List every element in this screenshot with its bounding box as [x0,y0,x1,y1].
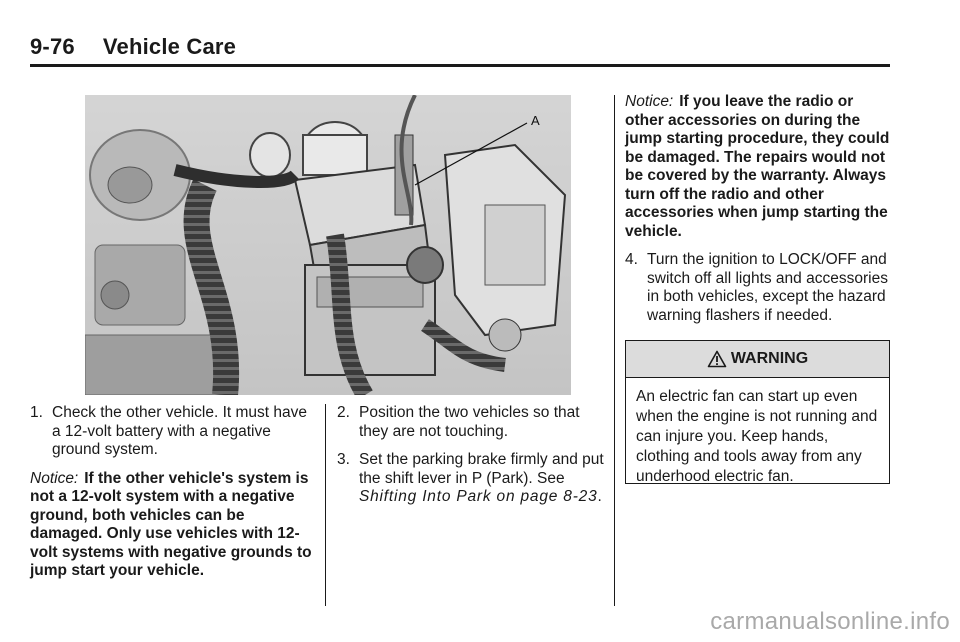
shifting-into-park-link[interactable]: Shifting Into Park on page 8-23 [359,488,598,505]
right-column [625,93,890,335]
watermark: carmanualsonline.info [710,608,950,635]
callout-label-a: A [531,113,540,128]
step-2-number: 2. [337,404,350,421]
warning-header [626,341,889,378]
notice-1 [30,470,315,581]
step-1-number: 1. [30,404,43,421]
notice-2 [625,93,890,241]
notice-1-text: If the other vehicle's system is not a 12-volt system with a negative ground, both vehicles can be damaged. Only use vehicles with 12-volt systems with negative grounds to jump start your vehicle. [30,469,312,579]
header-rule [30,64,890,67]
notice-1-label: Notice: [30,469,79,487]
step-4-text: Turn the ignition to LOCK/OFF and switch off all lights and accessories in both vehicles, except the hazard warning flashers if needed. [647,251,888,324]
middle-column [337,404,605,517]
column-divider-1 [325,404,326,606]
warning-text: An electric fan can start up even when the engine is not running and can injure you. Keep hands, clothing and tools away from any underhood electric fan. [636,388,878,485]
left-column [30,404,315,591]
column-divider-2 [614,95,615,606]
step-1 [30,404,315,460]
step-2 [337,404,605,441]
warning-box [625,340,890,484]
engine-bay-drawing [85,95,571,395]
step-1-text: Check the other vehicle. It must have a 12-volt battery with a negative ground system. [52,404,308,458]
step-3-text: Set the parking brake firmly and put the shift lever in P (Park). See [359,451,604,487]
warning-triangle-icon [707,350,727,368]
warning-title: WARNING [730,350,809,367]
step-2-text: Position the two vehicles so that they are not touching. [359,404,580,440]
notice-2-text: If you leave the radio or other accessories on during the jump starting procedure, they could be damaged. The repairs would not be covered by the warranty. Always turn off the radio and other accessories when jump starting the vehicle. [625,93,890,240]
step-4-number: 4. [625,251,638,268]
notice-2-label: Notice: [625,93,674,110]
step-4 [625,251,890,325]
page-header [30,34,236,60]
page-number: 9-76 [30,34,75,59]
engine-compartment-illustration [85,95,571,395]
section-title: Vehicle Care [102,34,237,59]
step-3-number: 3. [337,451,350,468]
step-3-end: . [597,488,602,505]
step-3 [337,451,605,507]
